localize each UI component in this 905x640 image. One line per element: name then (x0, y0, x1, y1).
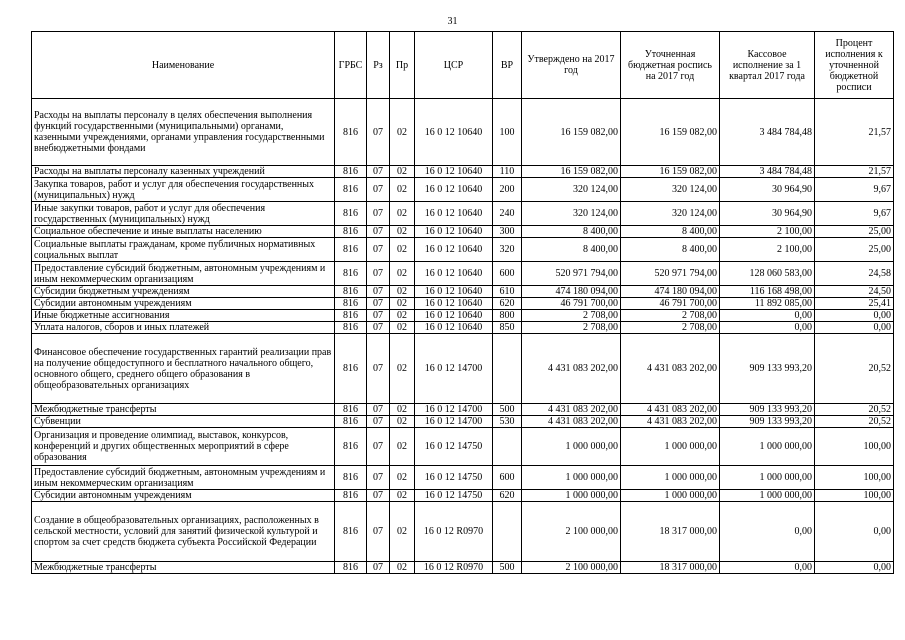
table-cell-pr: 02 (390, 502, 415, 562)
table-cell-csr: 16 0 12 14750 (415, 428, 493, 466)
header-percent: Процент исполнения к уточненной бюджетной росписи (815, 32, 894, 99)
table-cell-approved: 2 100 000,00 (522, 502, 621, 562)
table-cell-percent: 24,50 (815, 286, 894, 298)
table-cell-pr: 02 (390, 310, 415, 322)
table-cell-rz: 07 (367, 404, 390, 416)
table-cell-csr: 16 0 12 10640 (415, 310, 493, 322)
table-cell-grbs: 816 (335, 490, 367, 502)
table-cell-vr: 600 (493, 466, 522, 490)
table-cell-rz: 07 (367, 238, 390, 262)
table-cell-approved: 46 791 700,00 (522, 298, 621, 310)
table-cell-revised: 46 791 700,00 (621, 298, 720, 310)
table-row (32, 466, 894, 490)
table-row (32, 334, 894, 404)
table-cell-rz: 07 (367, 334, 390, 404)
table-cell-approved: 2 708,00 (522, 322, 621, 334)
table-cell-cash: 0,00 (720, 562, 815, 574)
table-cell-vr: 500 (493, 562, 522, 574)
table-cell-csr: 16 0 12 10640 (415, 178, 493, 202)
table-cell-pr: 02 (390, 286, 415, 298)
table-cell-name: Межбюджетные трансферты (32, 562, 335, 574)
table-cell-rz: 07 (367, 226, 390, 238)
table-cell-rz: 07 (367, 166, 390, 178)
table-cell-revised: 1 000 000,00 (621, 490, 720, 502)
table-cell-cash: 0,00 (720, 322, 815, 334)
table-cell-vr: 600 (493, 262, 522, 286)
table-row (32, 166, 894, 178)
table-cell-percent: 100,00 (815, 428, 894, 466)
table-cell-csr: 16 0 12 14700 (415, 334, 493, 404)
table-cell-cash: 0,00 (720, 502, 815, 562)
table-cell-revised: 320 124,00 (621, 202, 720, 226)
table-cell-percent: 0,00 (815, 322, 894, 334)
table-cell-cash: 2 100,00 (720, 226, 815, 238)
table-cell-csr: 16 0 12 10640 (415, 202, 493, 226)
table-cell-approved: 4 431 083 202,00 (522, 416, 621, 428)
table-cell-revised: 520 971 794,00 (621, 262, 720, 286)
table-cell-vr: 100 (493, 99, 522, 166)
table-cell-percent: 9,67 (815, 178, 894, 202)
table-cell-approved: 520 971 794,00 (522, 262, 621, 286)
table-cell-pr: 02 (390, 238, 415, 262)
table-cell-vr: 620 (493, 490, 522, 502)
header-rz: Рз (367, 32, 390, 99)
table-header-row (32, 32, 894, 99)
table-cell-percent: 21,57 (815, 166, 894, 178)
table-cell-name: Субсидии автономным учреждениям (32, 298, 335, 310)
table-cell-vr (493, 428, 522, 466)
table-cell-approved: 8 400,00 (522, 238, 621, 262)
table-cell-vr: 500 (493, 404, 522, 416)
table-cell-revised: 16 159 082,00 (621, 99, 720, 166)
table-cell-revised: 8 400,00 (621, 238, 720, 262)
table-cell-approved: 1 000 000,00 (522, 466, 621, 490)
table-cell-csr: 16 0 12 10640 (415, 262, 493, 286)
table-cell-grbs: 816 (335, 502, 367, 562)
budget-execution-table (31, 31, 894, 574)
table-cell-rz: 07 (367, 310, 390, 322)
table-row (32, 428, 894, 466)
header-grbs: ГРБС (335, 32, 367, 99)
table-cell-vr: 240 (493, 202, 522, 226)
table-cell-vr: 110 (493, 166, 522, 178)
table-cell-vr: 320 (493, 238, 522, 262)
table-cell-percent: 21,57 (815, 99, 894, 166)
table-cell-revised: 1 000 000,00 (621, 428, 720, 466)
table-cell-rz: 07 (367, 262, 390, 286)
table-cell-cash: 3 484 784,48 (720, 99, 815, 166)
table-cell-percent: 9,67 (815, 202, 894, 226)
table-cell-name: Расходы на выплаты персоналу казенных учреждений (32, 166, 335, 178)
table-cell-csr: 16 0 12 14750 (415, 490, 493, 502)
table-cell-vr: 300 (493, 226, 522, 238)
table-cell-csr: 16 0 12 10640 (415, 238, 493, 262)
table-cell-csr: 16 0 12 14750 (415, 466, 493, 490)
table-cell-approved: 4 431 083 202,00 (522, 334, 621, 404)
table-cell-percent: 0,00 (815, 562, 894, 574)
table-cell-rz: 07 (367, 428, 390, 466)
table-row (32, 298, 894, 310)
table-cell-revised: 4 431 083 202,00 (621, 334, 720, 404)
table-cell-approved: 16 159 082,00 (522, 99, 621, 166)
table-cell-rz: 07 (367, 286, 390, 298)
table-row (32, 404, 894, 416)
table-cell-revised: 320 124,00 (621, 178, 720, 202)
table-cell-name: Расходы на выплаты персоналу в целях обеспечения выполнения функций государственными (муниципальными) органами, казенными учреждениями, органами управления государственными внебюджетными фондами (32, 99, 335, 166)
table-cell-percent: 0,00 (815, 310, 894, 322)
table-cell-rz: 07 (367, 490, 390, 502)
table-cell-grbs: 816 (335, 334, 367, 404)
table-cell-revised: 2 708,00 (621, 310, 720, 322)
table-row (32, 99, 894, 166)
table-cell-pr: 02 (390, 99, 415, 166)
table-row (32, 202, 894, 226)
table-cell-name: Иные бюджетные ассигнования (32, 310, 335, 322)
table-cell-rz: 07 (367, 99, 390, 166)
table-cell-name: Предоставление субсидий бюджетным, автономным учреждениям и иным некоммерческим организациям (32, 262, 335, 286)
table-cell-name: Закупка товаров, работ и услуг для обеспечения государственных (муниципальных) нужд (32, 178, 335, 202)
table-cell-name: Финансовое обеспечение государственных гарантий реализации прав на получение общедоступного и бесплатного начального общего, основного общего, среднего общего образования в общеобразовательных организациях (32, 334, 335, 404)
page-number: 31 (447, 16, 458, 27)
header-csr: ЦСР (415, 32, 493, 99)
table-cell-vr: 200 (493, 178, 522, 202)
table-cell-grbs: 816 (335, 416, 367, 428)
table-row (32, 286, 894, 298)
table-cell-name: Субсидии автономным учреждениям (32, 490, 335, 502)
table-cell-grbs: 816 (335, 466, 367, 490)
table-cell-grbs: 816 (335, 286, 367, 298)
table-cell-grbs: 816 (335, 178, 367, 202)
table-cell-csr: 16 0 12 10640 (415, 286, 493, 298)
table-cell-pr: 02 (390, 262, 415, 286)
table-cell-name: Организация и проведение олимпиад, выставок, конкурсов, конференций и других общественных мероприятий в сфере образования (32, 428, 335, 466)
table-cell-percent: 20,52 (815, 404, 894, 416)
header-vr: ВР (493, 32, 522, 99)
table-cell-csr: 16 0 12 R0970 (415, 562, 493, 574)
table-cell-pr: 02 (390, 404, 415, 416)
table-cell-revised: 18 317 000,00 (621, 562, 720, 574)
table-cell-cash: 30 964,90 (720, 178, 815, 202)
table-cell-rz: 07 (367, 298, 390, 310)
table-cell-percent: 100,00 (815, 466, 894, 490)
table-cell-vr: 610 (493, 286, 522, 298)
table-cell-approved: 2 708,00 (522, 310, 621, 322)
table-cell-csr: 16 0 12 14700 (415, 404, 493, 416)
table-cell-cash: 30 964,90 (720, 202, 815, 226)
table-cell-cash: 3 484 784,48 (720, 166, 815, 178)
table-cell-name: Уплата налогов, сборов и иных платежей (32, 322, 335, 334)
table-row (32, 490, 894, 502)
table-cell-revised: 8 400,00 (621, 226, 720, 238)
table-cell-name: Иные закупки товаров, работ и услуг для обеспечения государственных (муниципальных) нужд (32, 202, 335, 226)
table-cell-csr: 16 0 12 14700 (415, 416, 493, 428)
table-cell-grbs: 816 (335, 562, 367, 574)
table-cell-rz: 07 (367, 416, 390, 428)
table-cell-pr: 02 (390, 202, 415, 226)
table-cell-approved: 1 000 000,00 (522, 428, 621, 466)
table-cell-grbs: 816 (335, 226, 367, 238)
table-cell-approved: 4 431 083 202,00 (522, 404, 621, 416)
table-row (32, 226, 894, 238)
table-cell-pr: 02 (390, 562, 415, 574)
table-cell-approved: 320 124,00 (522, 178, 621, 202)
table-cell-vr: 850 (493, 322, 522, 334)
table-cell-pr: 02 (390, 334, 415, 404)
table-cell-name: Социальные выплаты гражданам, кроме публичных нормативных социальных выплат (32, 238, 335, 262)
table-cell-rz: 07 (367, 322, 390, 334)
table-cell-vr (493, 334, 522, 404)
table-cell-cash: 1 000 000,00 (720, 466, 815, 490)
table-cell-name: Субвенции (32, 416, 335, 428)
header-pr: Пр (390, 32, 415, 99)
table-row (32, 416, 894, 428)
table-cell-cash: 128 060 583,00 (720, 262, 815, 286)
header-name: Наименование (32, 32, 335, 99)
table-cell-pr: 02 (390, 490, 415, 502)
table-cell-approved: 320 124,00 (522, 202, 621, 226)
table-cell-cash: 11 892 085,00 (720, 298, 815, 310)
table-cell-percent: 25,00 (815, 226, 894, 238)
table-cell-cash: 909 133 993,20 (720, 404, 815, 416)
table-cell-pr: 02 (390, 178, 415, 202)
table-cell-pr: 02 (390, 166, 415, 178)
table-row (32, 322, 894, 334)
table-cell-percent: 0,00 (815, 502, 894, 562)
table-cell-grbs: 816 (335, 262, 367, 286)
table-cell-revised: 2 708,00 (621, 322, 720, 334)
table-cell-grbs: 816 (335, 404, 367, 416)
table-cell-rz: 07 (367, 466, 390, 490)
table-row (32, 310, 894, 322)
table-cell-name: Создание в общеобразовательных организациях, расположенных в сельской местности, условий для занятий физической культурой и спортом за счет средств бюджета субъекта Российской Федерации (32, 502, 335, 562)
table-cell-name: Социальное обеспечение и иные выплаты населению (32, 226, 335, 238)
table-cell-rz: 07 (367, 502, 390, 562)
table-cell-csr: 16 0 12 10640 (415, 322, 493, 334)
table-cell-percent: 100,00 (815, 490, 894, 502)
table-cell-revised: 4 431 083 202,00 (621, 416, 720, 428)
header-approved: Утверждено на 2017 год (522, 32, 621, 99)
table-cell-cash: 1 000 000,00 (720, 428, 815, 466)
table-cell-csr: 16 0 12 R0970 (415, 502, 493, 562)
table-cell-approved: 1 000 000,00 (522, 490, 621, 502)
table-cell-grbs: 816 (335, 99, 367, 166)
table-cell-pr: 02 (390, 466, 415, 490)
table-cell-approved: 16 159 082,00 (522, 166, 621, 178)
table-cell-percent: 24,58 (815, 262, 894, 286)
table-cell-cash: 909 133 993,20 (720, 416, 815, 428)
table-cell-rz: 07 (367, 202, 390, 226)
table-cell-grbs: 816 (335, 310, 367, 322)
table-cell-pr: 02 (390, 298, 415, 310)
table-cell-grbs: 816 (335, 202, 367, 226)
table-cell-name: Межбюджетные трансферты (32, 404, 335, 416)
table-cell-csr: 16 0 12 10640 (415, 166, 493, 178)
table-cell-revised: 18 317 000,00 (621, 502, 720, 562)
table-cell-revised: 16 159 082,00 (621, 166, 720, 178)
table-cell-grbs: 816 (335, 238, 367, 262)
table-cell-grbs: 816 (335, 322, 367, 334)
table-cell-grbs: 816 (335, 166, 367, 178)
table-row (32, 562, 894, 574)
table-cell-name: Предоставление субсидий бюджетным, автономным учреждениям и иным некоммерческим организациям (32, 466, 335, 490)
table-cell-pr: 02 (390, 322, 415, 334)
table-cell-vr: 530 (493, 416, 522, 428)
header-revised: Уточненная бюджетная роспись на 2017 год (621, 32, 720, 99)
table-cell-csr: 16 0 12 10640 (415, 298, 493, 310)
table-row (32, 178, 894, 202)
table-row (32, 238, 894, 262)
header-cash: Кассовое исполнение за 1 квартал 2017 года (720, 32, 815, 99)
table-row (32, 262, 894, 286)
table-row (32, 502, 894, 562)
table-cell-csr: 16 0 12 10640 (415, 226, 493, 238)
table-cell-pr: 02 (390, 226, 415, 238)
table-cell-rz: 07 (367, 178, 390, 202)
table-cell-percent: 25,41 (815, 298, 894, 310)
table-cell-vr: 800 (493, 310, 522, 322)
table-cell-revised: 474 180 094,00 (621, 286, 720, 298)
table-cell-approved: 2 100 000,00 (522, 562, 621, 574)
table-cell-vr (493, 502, 522, 562)
table-cell-rz: 07 (367, 562, 390, 574)
table-cell-cash: 0,00 (720, 310, 815, 322)
table-cell-approved: 8 400,00 (522, 226, 621, 238)
table-cell-cash: 116 168 498,00 (720, 286, 815, 298)
table-cell-revised: 1 000 000,00 (621, 466, 720, 490)
table-cell-percent: 20,52 (815, 416, 894, 428)
table-cell-cash: 909 133 993,20 (720, 334, 815, 404)
table-cell-pr: 02 (390, 428, 415, 466)
table-cell-grbs: 816 (335, 428, 367, 466)
table-cell-csr: 16 0 12 10640 (415, 99, 493, 166)
table-cell-revised: 4 431 083 202,00 (621, 404, 720, 416)
table-cell-cash: 2 100,00 (720, 238, 815, 262)
table-cell-percent: 20,52 (815, 334, 894, 404)
table-cell-pr: 02 (390, 416, 415, 428)
table-cell-name: Субсидии бюджетным учреждениям (32, 286, 335, 298)
table-cell-percent: 25,00 (815, 238, 894, 262)
table-cell-grbs: 816 (335, 298, 367, 310)
table-cell-cash: 1 000 000,00 (720, 490, 815, 502)
table-cell-vr: 620 (493, 298, 522, 310)
table-cell-approved: 474 180 094,00 (522, 286, 621, 298)
